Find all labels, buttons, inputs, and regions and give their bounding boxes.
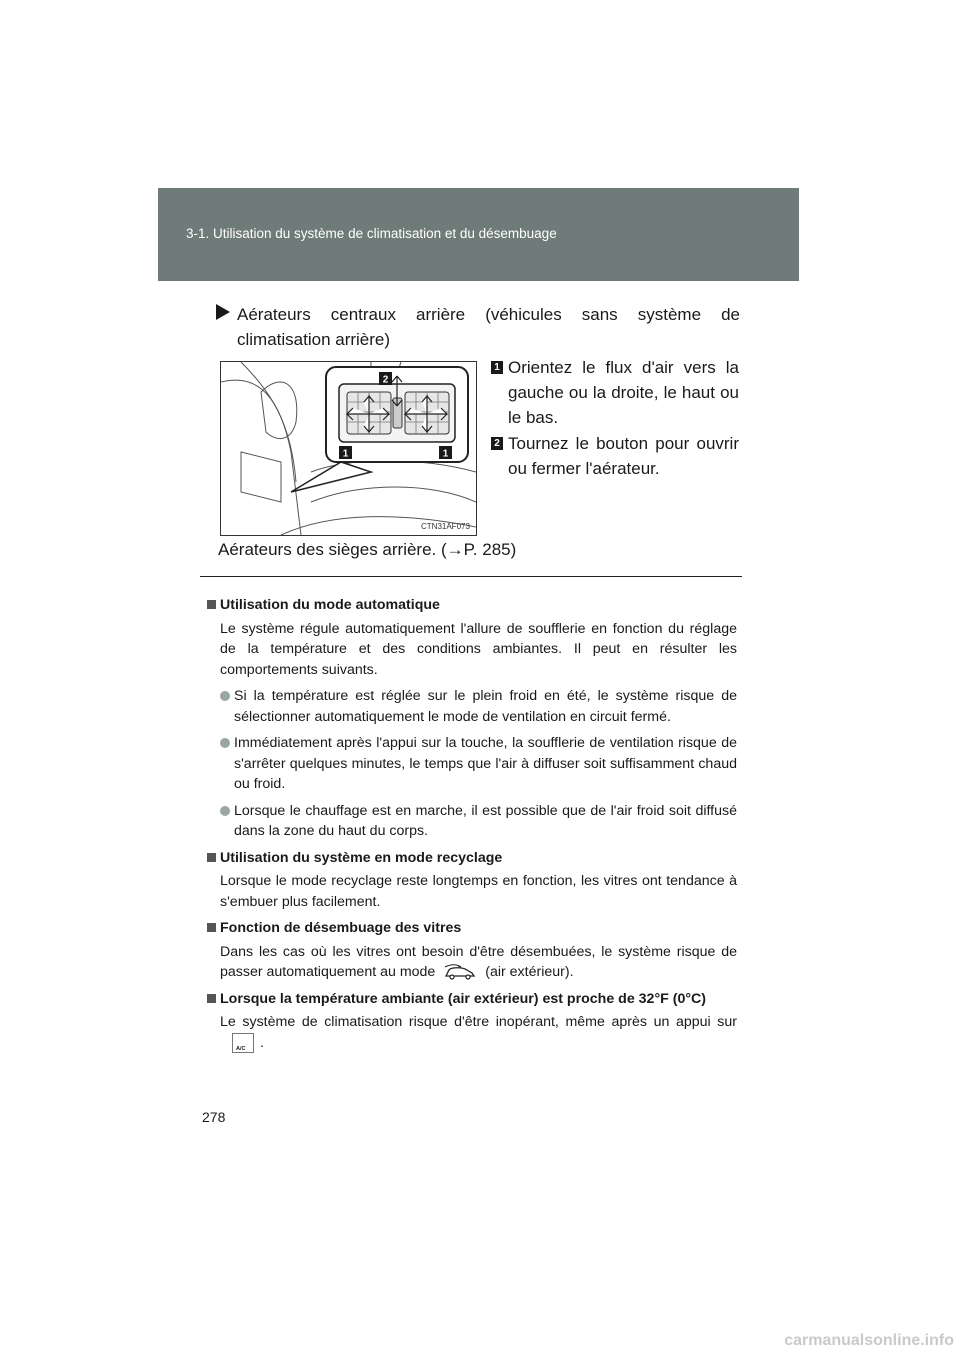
- triangle-bullet-icon: [216, 304, 230, 320]
- page-number: 278: [202, 1109, 226, 1125]
- note-body-text: .: [260, 1034, 264, 1051]
- figure-code: CTN31AF073: [421, 522, 470, 531]
- note-heading-defog: [207, 918, 737, 939]
- callout-1-left-label: 1: [342, 448, 349, 460]
- note-heading-auto: [207, 595, 737, 616]
- note-heading-text: Lorsque la température ambiante (air extérieur) est proche de 32°F (0°C): [220, 990, 706, 1007]
- step-2: [491, 431, 739, 481]
- callout-1-right-label: 1: [442, 448, 449, 460]
- step-badge: 2: [491, 437, 503, 450]
- note-heading-text: Fonction de désembuage des vitres: [220, 920, 462, 936]
- notes-area: [207, 595, 737, 1059]
- note-bullet: [220, 801, 737, 842]
- step-badge: 1: [491, 361, 503, 374]
- rear-vent-illustration: [220, 361, 477, 536]
- note-body: Le système régule automatiquement l'allure de soufflerie en fonction du réglage de la température et des conditions ambiantes. Il peut en résulter les comportements suivants.: [220, 620, 737, 678]
- note-bullet: [220, 733, 737, 795]
- vent-diagram: [221, 362, 476, 535]
- step-text: Tournez le bouton pour ouvrir ou fermer l'aérateur.: [508, 434, 739, 478]
- chapter-title: 3-1. Utilisation du système de climatisation et du désembuage: [186, 226, 557, 241]
- section-title: [216, 302, 740, 352]
- note-body: Lorsque le mode recyclage reste longtemps en fonction, les vitres ont tendance à s'embuer plus facilement.: [220, 873, 737, 910]
- divider: [200, 576, 742, 577]
- note-body: [220, 942, 737, 983]
- ac-button-icon: [232, 1033, 254, 1053]
- bullet-text: Immédiatement après l'appui sur la touche, la soufflerie de ventilation risque de s'arrêter quelques minutes, le temps que l'air à diffuser soit suffisamment chaud ou froid.: [234, 735, 737, 792]
- bullet-text: Si la température est réglée sur le plein froid en été, le système risque de sélectionner automatiquement le mode de ventilation en circuit fermé.: [234, 688, 737, 725]
- note-heading-cold: [207, 989, 737, 1010]
- bullet-text: Lorsque le chauffage est en marche, il est possible que de l'air froid soit diffusé dans la zone du haut du corps.: [234, 802, 737, 839]
- note-body-text: Dans les cas où les vitres ont besoin d'être désembuées, le système risque de passer automatiquement au mode: [220, 943, 737, 980]
- circle-bullet-icon: [220, 806, 230, 816]
- circle-bullet-icon: [220, 691, 230, 701]
- circle-bullet-icon: [220, 738, 230, 748]
- square-bullet-icon: [207, 600, 216, 609]
- outside-air-icon: [443, 963, 477, 981]
- note-heading-text: Utilisation du mode automatique: [220, 597, 440, 613]
- step-list: [491, 355, 739, 482]
- note-body: [220, 1012, 737, 1053]
- note-body-text: (air extérieur).: [485, 964, 574, 980]
- section-title-text: Aérateurs centraux arrière (véhicules sans système de climatisation arrière): [237, 305, 740, 349]
- note-bullet: [220, 686, 737, 727]
- callout-2-label: 2: [382, 374, 389, 386]
- note-body-text: Le système de climatisation risque d'être inopérant, même après un appui sur: [220, 1014, 737, 1030]
- square-bullet-icon: [207, 853, 216, 862]
- ac-button-label: A/C: [236, 1045, 246, 1052]
- step-1: [491, 355, 739, 430]
- note-heading-text: Utilisation du système en mode recyclage: [220, 849, 503, 866]
- square-bullet-icon: [207, 994, 216, 1003]
- watermark: carmanualsonline.info: [784, 1332, 954, 1349]
- step-text: Orientez le flux d'air vers la gauche ou la droite, le haut ou le bas.: [508, 358, 739, 427]
- note-heading-recycle: [207, 848, 737, 869]
- chapter-header: [158, 188, 799, 281]
- figure-caption: Aérateurs des sièges arrière. (→P. 285): [218, 540, 517, 559]
- square-bullet-icon: [207, 923, 216, 932]
